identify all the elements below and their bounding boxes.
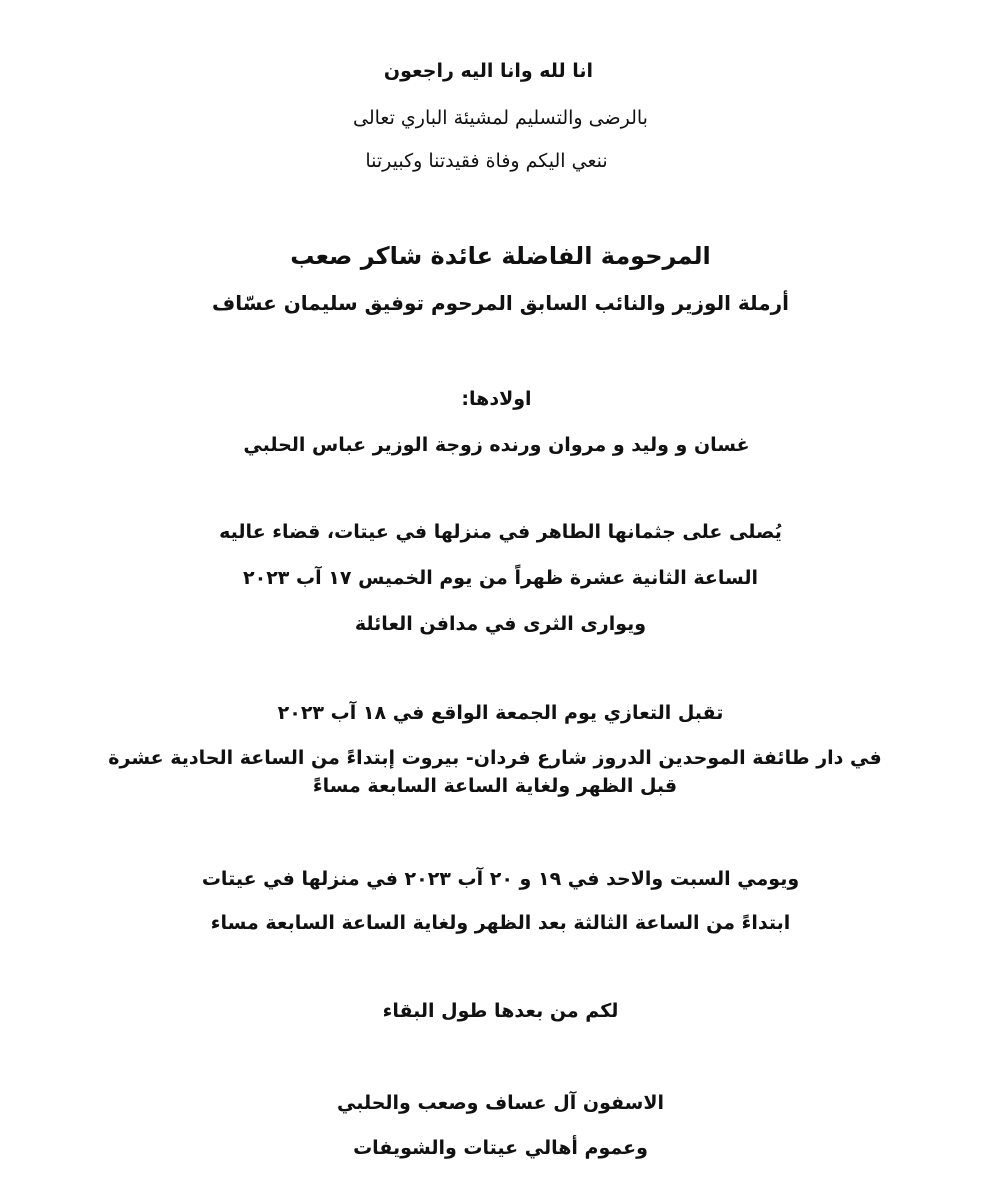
weekend-line-2: ابتداءً من الساعة الثالثة بعد الظهر ولغاية الساعة السابعة مساء [210,912,791,934]
acceptance-line: بالرضى والتسليم لمشيئة الباري تعالى [353,107,648,129]
opening-verse: انا لله وانا اليه راجعون [383,60,594,82]
mourners-line-2: وعموم أهالي عيتات والشويفات [353,1137,648,1159]
deceased-name: المرحومة الفاضلة عائدة شاكر صعب [290,242,711,270]
condolence-place: في دار طائفة الموحدين الدروز شارع فردان- بيروت إبتداءً من الساعة الحادية عشرة قبل الظهر ولغاية الساعة السابعة مساءً [108,747,882,797]
closing-wish: لكم من بعدها طول البقاء [382,1000,619,1022]
children-names: غسان و وليد و مروان ورنده زوجة الوزير عباس الحلبي [243,434,750,456]
prayer-line-3: ويوارى الثرى في مدافن العائلة [354,613,647,635]
relation-line: أرملة الوزير والنائب السابق المرحوم توفيق سليمان عسّاف [212,291,789,315]
prayer-line-2: الساعة الثانية عشرة ظهراً من يوم الخميس ١٧ آب ٢٠٢٣ [243,567,758,589]
weekend-line-1: ويومي السبت والاحد في ١٩ و ٢٠ آب ٢٠٢٣ في منزلها في عيتات [201,868,800,890]
condolence-date: تقبل التعازي يوم الجمعة الواقع في ١٨ آب ٢٠٢٣ [277,702,724,724]
prayer-line-1: يُصلى على جثمانها الطاهر في منزلها في عيتات، قضاء عاليه [219,521,782,543]
announcement-line: ننعي اليكم وفاة فقيدتنا وكبيرتنا [365,150,608,172]
mourners-line-1: الاسفون آل عساف وصعب والحلبي [336,1092,665,1114]
children-heading: اولادها: [461,388,532,410]
